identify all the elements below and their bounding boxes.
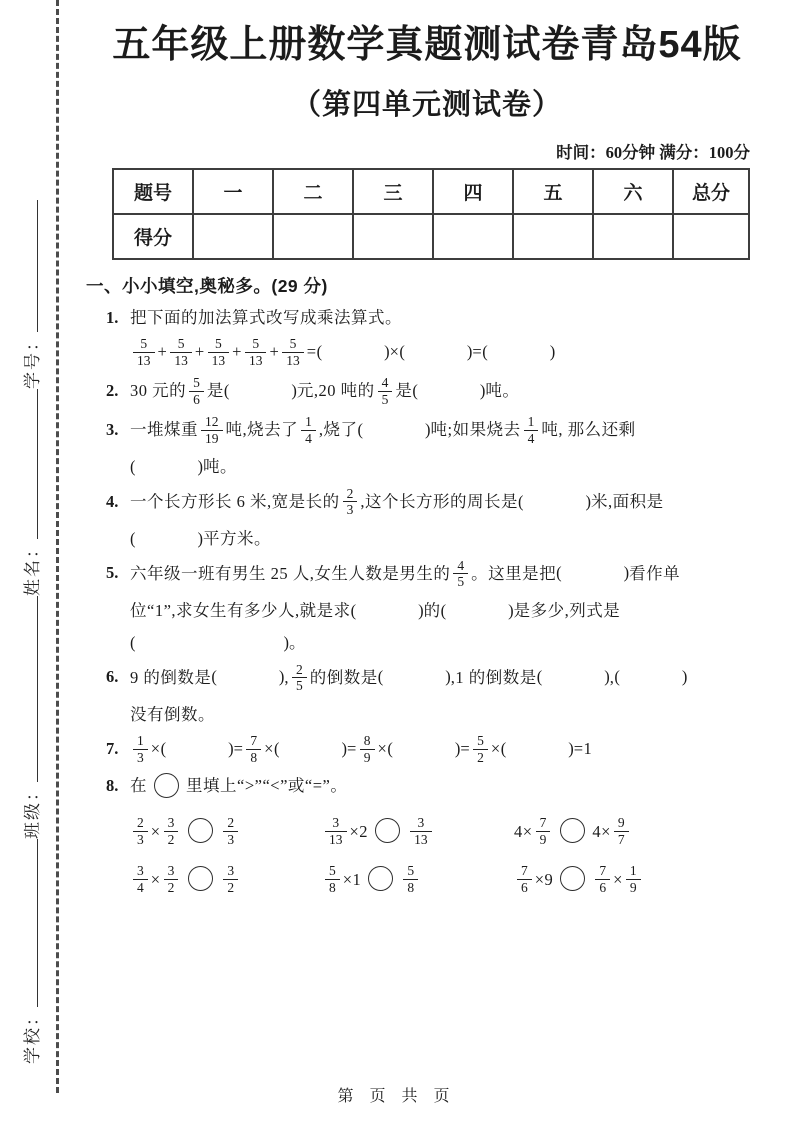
fraction-numerator: 2	[346, 485, 354, 501]
text-run: 吨,烧去了	[225, 420, 299, 440]
blank-field: ( )	[223, 381, 297, 401]
compare-circle	[188, 866, 213, 891]
blank-field: ( )	[160, 739, 234, 759]
score-header-row	[113, 169, 749, 214]
expression	[322, 864, 514, 896]
fraction-denominator: 4	[524, 430, 539, 447]
fraction-denominator: 9	[360, 749, 375, 766]
text-run: 一个长方形长 6 米,宽是长的	[130, 491, 340, 511]
blank-field: ( )	[440, 600, 514, 620]
fraction	[201, 414, 223, 446]
fraction	[626, 863, 641, 895]
score-header-cell: 二	[273, 169, 353, 214]
fraction-denominator: 13	[325, 831, 347, 848]
expression-row	[130, 864, 768, 896]
expression	[514, 864, 768, 896]
text-run: =	[460, 739, 471, 759]
question-line	[130, 702, 768, 728]
fraction	[189, 375, 204, 407]
fraction	[325, 863, 340, 895]
blank-field: ( )	[518, 491, 591, 511]
text-run: ,1 的倒数是	[450, 667, 537, 687]
question	[86, 487, 768, 552]
text-run: 吨, 那么还剩	[541, 420, 636, 440]
text-run: 4×	[592, 822, 611, 842]
question-number: 7.	[106, 739, 119, 759]
sidebar-field-label: 班级：	[22, 782, 42, 839]
fraction-numerator: 5	[289, 336, 297, 352]
fraction-numerator: 7	[599, 863, 607, 879]
blank-field: ( )	[614, 667, 688, 687]
text-run: 看作单	[629, 563, 681, 583]
text-run: ×	[150, 822, 161, 842]
fraction-numerator: 3	[332, 815, 340, 830]
compare-circle	[154, 773, 179, 798]
expression	[130, 816, 322, 848]
compare-circle	[375, 818, 400, 843]
fraction-denominator: 2	[473, 749, 488, 766]
expression	[130, 864, 322, 896]
fraction	[595, 863, 610, 895]
text-run: 平方米。	[203, 528, 271, 548]
blank-field: ( )	[412, 381, 486, 401]
fraction	[164, 815, 179, 847]
fraction	[517, 863, 532, 895]
text-run: +	[269, 342, 280, 362]
compare-circle	[188, 818, 213, 843]
fraction-denominator: 5	[378, 391, 393, 408]
text-run: ×2	[349, 822, 369, 842]
fraction	[208, 336, 230, 368]
text-run: 六年级一班有男生 25 人,女生人数是男生的	[130, 563, 451, 583]
fraction	[223, 863, 238, 895]
question-line	[106, 773, 768, 800]
fraction-denominator: 3	[133, 831, 148, 848]
question	[86, 773, 768, 896]
score-value-cell	[673, 214, 749, 259]
text-run: =	[306, 342, 317, 362]
text-run: 吨。	[203, 457, 237, 477]
blank-field: ( )	[536, 667, 610, 687]
blank-field: ( )	[556, 563, 630, 583]
fraction	[170, 336, 192, 368]
text-run: ×	[490, 739, 501, 759]
text-run: 。	[289, 633, 306, 653]
question-number: 5.	[106, 563, 119, 583]
blank-field: ( )	[273, 739, 347, 759]
fraction-numerator: 5	[252, 336, 260, 352]
question-line	[130, 454, 768, 480]
text-run: =	[233, 739, 244, 759]
blank-field: ( )	[500, 739, 574, 759]
fraction	[473, 733, 488, 765]
page-subtitle: （第四单元测试卷）	[291, 88, 562, 121]
fraction-numerator: 4	[381, 375, 389, 391]
fraction	[343, 486, 358, 518]
text-run: 元,20 吨的	[296, 381, 375, 401]
score-value-cell	[273, 214, 353, 259]
text-run: 30 元的	[130, 381, 187, 401]
text-run: ×	[150, 739, 161, 759]
fraction-denominator: 6	[189, 391, 204, 408]
fraction-denominator: 6	[517, 879, 532, 896]
fraction	[133, 863, 148, 895]
question-line	[106, 414, 768, 447]
fraction-numerator: 2	[137, 815, 144, 830]
fraction	[223, 815, 238, 847]
text-run: 吨。	[485, 381, 520, 401]
text-run: 位“1”,求女生有多少人,就是求	[130, 600, 351, 620]
fraction	[301, 414, 316, 446]
section-heading: 一、小小填空,奥秘多。(29 分)	[86, 275, 328, 296]
text-run: 的倒数是	[309, 667, 378, 687]
score-header-cell: 总分	[673, 169, 749, 214]
text-run: 的	[423, 600, 441, 620]
text-run: ×	[377, 739, 388, 759]
score-table	[112, 168, 750, 260]
text-run: =1	[573, 739, 593, 759]
fraction-denominator: 2	[164, 831, 179, 848]
expression-row	[130, 816, 768, 848]
fraction	[133, 336, 155, 368]
fraction	[133, 815, 148, 847]
fraction-numerator: 1	[305, 414, 312, 430]
fraction	[536, 815, 551, 847]
text-run: ×1	[342, 870, 362, 890]
fraction	[403, 863, 418, 895]
fraction-numerator: 1	[137, 733, 144, 749]
score-header-cell: 六	[593, 169, 673, 214]
score-header-cell: 四	[433, 169, 513, 214]
fraction	[245, 336, 267, 368]
text-run: ×9	[534, 870, 554, 890]
question	[86, 376, 768, 408]
fraction	[246, 733, 261, 765]
blank-field: ( )	[482, 342, 556, 362]
fraction-numerator: 5	[193, 375, 200, 391]
text-run: 一堆煤重	[130, 420, 198, 440]
text-run: +	[232, 342, 242, 362]
fraction-numerator: 12	[205, 414, 219, 430]
fraction-denominator: 8	[325, 879, 340, 896]
text-run: 是	[395, 381, 413, 401]
text-run: +	[157, 342, 168, 362]
fraction-denominator: 2	[223, 879, 238, 896]
question-line	[130, 598, 768, 624]
score-value-cell	[353, 214, 433, 259]
blank-field: ( )	[130, 633, 289, 653]
fraction-denominator: 13	[133, 352, 155, 369]
sidebar-strip	[8, 0, 52, 1122]
sidebar-field-label: 学校：	[22, 1007, 42, 1064]
fraction-numerator: 5	[407, 863, 415, 879]
text-run: 没有倒数。	[130, 704, 215, 724]
question	[86, 559, 768, 656]
score-value-cell	[593, 214, 673, 259]
question-line	[106, 375, 768, 408]
text-run: ×	[613, 870, 623, 890]
fraction-numerator: 1	[527, 414, 535, 430]
text-run: 吨;如果烧去	[430, 420, 521, 440]
question-line	[106, 485, 768, 519]
question	[86, 305, 768, 370]
fraction-numerator: 8	[363, 733, 371, 749]
score-row-header: 题号	[113, 169, 193, 214]
question-line	[106, 733, 768, 766]
score-header-cell: 五	[513, 169, 593, 214]
question-number: 8.	[106, 776, 119, 796]
sidebar-blank-line	[37, 596, 38, 782]
page-title: 五年级上册数学真题测试卷青岛54版	[112, 24, 742, 66]
sidebar-field-label: 姓名：	[22, 539, 42, 596]
fraction-numerator: 7	[250, 733, 258, 749]
fraction-denominator: 13	[170, 352, 192, 369]
text-run: =	[472, 342, 483, 362]
blank-field: ( )	[316, 342, 390, 362]
fraction	[325, 815, 347, 847]
text-run: =	[346, 739, 357, 759]
fraction-numerator: 5	[477, 733, 484, 749]
blank-field: ( )	[377, 667, 451, 687]
question-number: 6.	[106, 667, 119, 687]
fraction-denominator: 3	[223, 831, 238, 848]
fraction-numerator: 5	[140, 336, 148, 352]
compare-circle	[560, 818, 585, 843]
text-run: 是	[206, 381, 224, 401]
fraction-denominator: 6	[595, 879, 610, 896]
text-run: 。这里是把	[471, 563, 557, 583]
blank-field: ( )	[130, 528, 203, 548]
fraction-denominator: 4	[133, 879, 148, 896]
text-run: 4×	[514, 822, 533, 842]
text-run: 米,面积是	[591, 491, 664, 511]
score-value-cell	[513, 214, 593, 259]
fraction-numerator: 3	[167, 863, 175, 879]
fraction-denominator: 19	[201, 430, 223, 447]
compare-circle	[368, 866, 393, 891]
text-run: 里填上“>”“<”或“=”。	[186, 776, 348, 796]
text-run: 在	[130, 776, 147, 796]
content-area	[86, 0, 768, 912]
fraction-numerator: 5	[329, 863, 336, 879]
fraction	[133, 733, 148, 765]
fraction-denominator: 4	[301, 430, 316, 447]
score-value-cell	[193, 214, 273, 259]
question	[86, 734, 768, 766]
score-row	[113, 214, 749, 259]
question-number: 1.	[106, 307, 119, 327]
page-footer: 第 页 共 页	[337, 1088, 456, 1105]
fraction	[614, 815, 629, 847]
score-header-cell: 一	[193, 169, 273, 214]
blank-field: ( )	[130, 457, 203, 477]
fraction-denominator: 5	[453, 573, 468, 590]
expression	[514, 816, 768, 848]
question-number: 3.	[106, 420, 119, 440]
fraction-numerator: 9	[617, 815, 625, 830]
fraction-denominator: 9	[536, 831, 551, 848]
fraction	[282, 336, 304, 368]
fraction	[410, 815, 432, 847]
fraction-denominator: 5	[292, 677, 307, 694]
question-line	[130, 630, 768, 656]
score-row-label: 得分	[113, 214, 193, 259]
fraction	[453, 558, 468, 590]
fraction-numerator: 3	[167, 815, 175, 830]
fraction-numerator: 5	[215, 336, 222, 352]
exam-info: 时间：60分钟 满分：100分	[556, 142, 750, 162]
compare-circle	[560, 866, 585, 891]
text-run: ×	[150, 870, 161, 890]
blank-field: ( )	[387, 739, 461, 759]
text-run: 9 的倒数是	[130, 667, 212, 687]
fraction	[164, 863, 179, 895]
fraction	[378, 375, 393, 407]
fraction-denominator: 13	[245, 352, 267, 369]
fraction-denominator: 7	[614, 831, 629, 848]
questions	[86, 305, 768, 896]
fraction	[360, 733, 375, 765]
fraction	[524, 414, 539, 446]
blank-field: ( )	[357, 420, 431, 440]
fraction-denominator: 13	[282, 352, 304, 369]
question-number: 2.	[106, 381, 119, 401]
fraction-denominator: 3	[133, 749, 148, 766]
sidebar-blank-line	[37, 389, 38, 539]
fraction-numerator: 2	[296, 661, 303, 677]
text-run: +	[194, 342, 205, 362]
sidebar-blank-line	[37, 200, 38, 332]
expression	[322, 816, 514, 848]
question-line	[106, 557, 768, 591]
fraction-numerator: 7	[539, 815, 547, 830]
fraction-denominator: 9	[626, 879, 641, 896]
question-line	[130, 526, 768, 552]
question-line	[106, 661, 768, 695]
fraction-denominator: 8	[403, 879, 418, 896]
text-run: 是多少,列式是	[513, 600, 621, 620]
blank-field: ( )	[211, 667, 285, 687]
fraction-denominator: 8	[246, 749, 261, 766]
text-run: ×	[264, 739, 274, 759]
text-run: 把下面的加法算式改写成乘法算式。	[130, 307, 402, 327]
fraction-denominator: 13	[410, 831, 432, 848]
sidebar-blank-line	[37, 839, 38, 1007]
sidebar-field-label: 学号：	[22, 332, 42, 389]
fold-dashed-line	[56, 0, 59, 1093]
text-run: ,	[284, 667, 289, 687]
fraction-numerator: 5	[177, 336, 185, 352]
question-line	[130, 337, 768, 369]
text-run: ,这个长方形的周长是	[360, 491, 518, 511]
blank-field: ( )	[399, 342, 473, 362]
fraction-denominator: 3	[343, 501, 358, 518]
score-value-cell	[433, 214, 513, 259]
question	[86, 415, 768, 480]
fraction-numerator: 3	[417, 815, 425, 830]
question-line	[106, 305, 768, 331]
text-run: ,烧了	[318, 420, 358, 440]
sidebar	[8, 0, 52, 1122]
fraction-denominator: 2	[164, 879, 179, 896]
fraction-numerator: 1	[629, 863, 637, 879]
text-run: ×	[389, 342, 400, 362]
blank-field: ( )	[350, 600, 424, 620]
score-header-cell: 三	[353, 169, 433, 214]
fraction-denominator: 13	[208, 352, 230, 369]
question	[86, 663, 768, 728]
fraction-numerator: 3	[137, 863, 144, 879]
fraction-numerator: 3	[227, 863, 235, 879]
fraction-numerator: 2	[227, 815, 235, 830]
fraction-numerator: 7	[521, 863, 528, 879]
fraction	[292, 662, 307, 694]
fraction-numerator: 4	[457, 557, 465, 573]
question-number: 4.	[106, 491, 119, 511]
text-run: ,	[609, 667, 615, 687]
